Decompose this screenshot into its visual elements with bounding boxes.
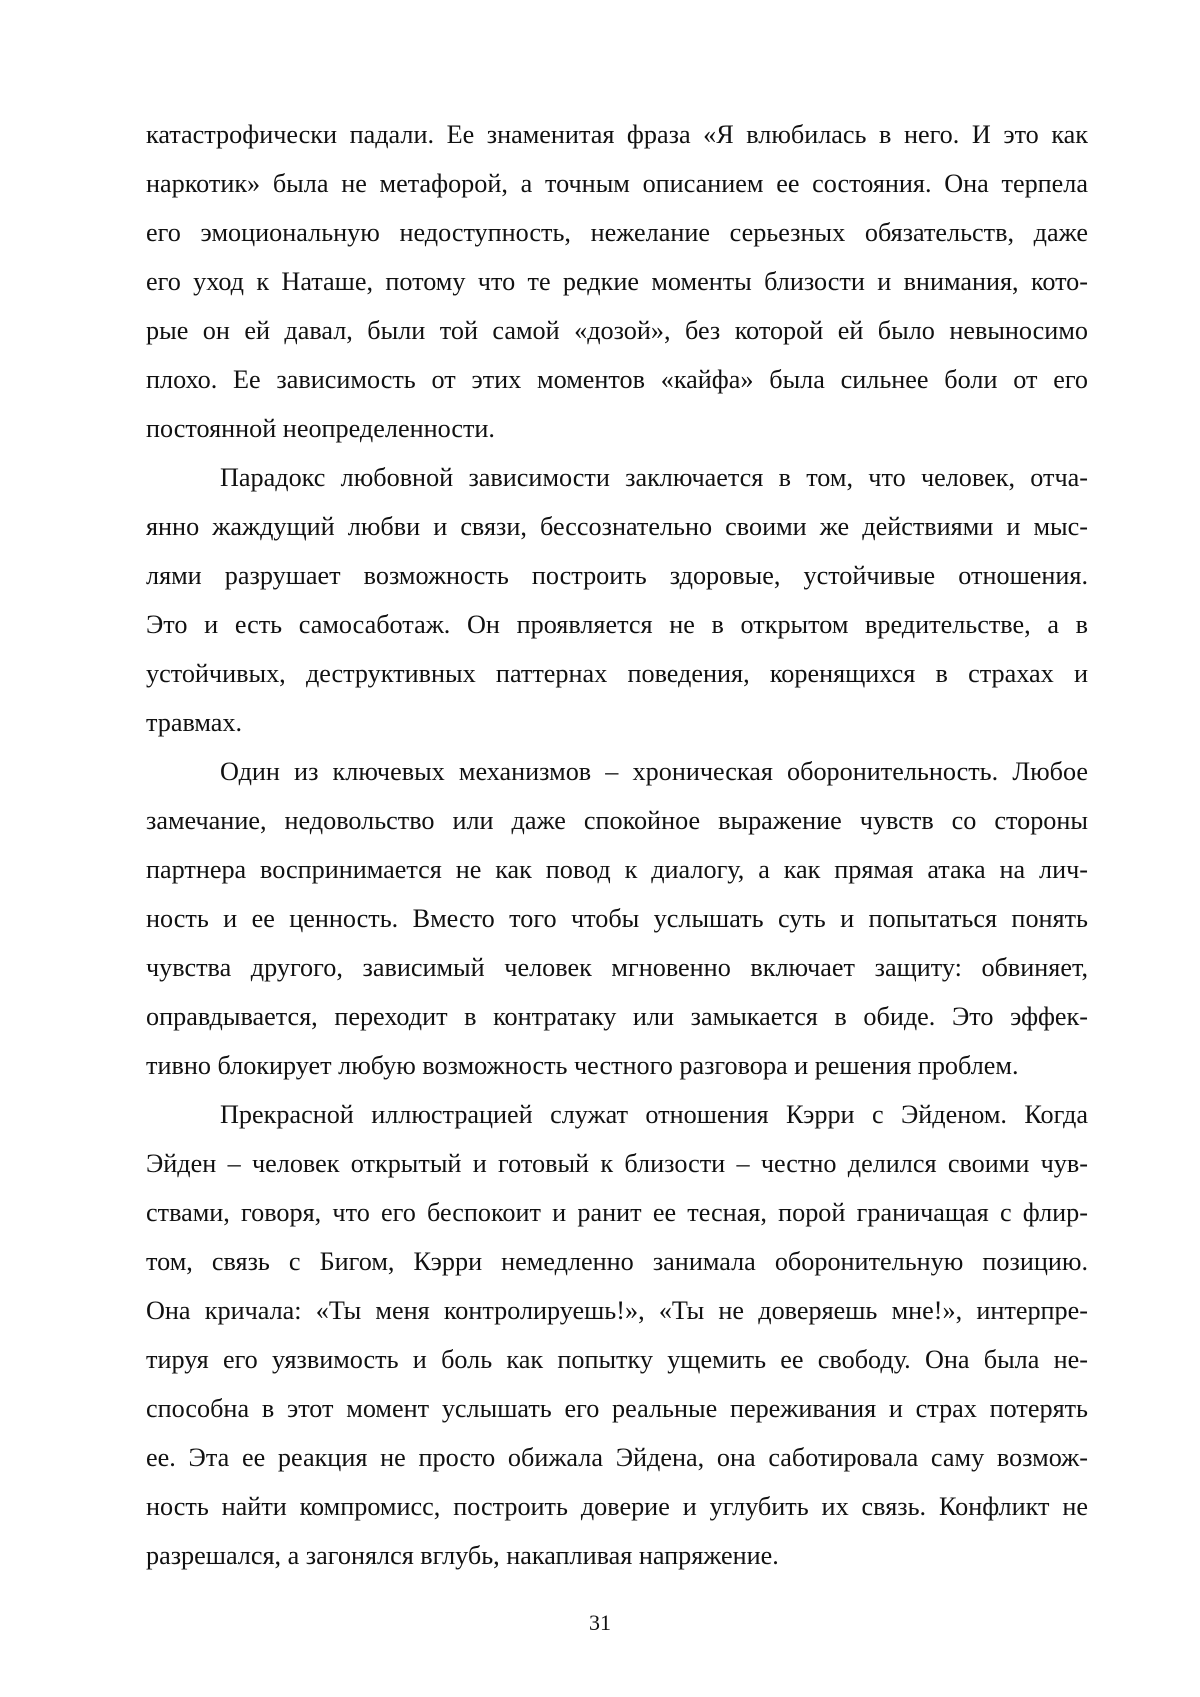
document-page — [0, 0, 1200, 1697]
paragraph — [146, 453, 1088, 747]
text-line: замечание, недовольство или даже спокойное выражение чувств со стороны — [146, 796, 1088, 845]
text-line: его эмоциональную недоступность, нежелание серьезных обязательств, даже — [146, 208, 1088, 257]
text-line: тируя его уязвимость и боль как попытку ущемить ее свободу. Она была не- — [146, 1335, 1088, 1384]
text-line: Это и есть самосаботаж. Он проявляется не в открытом вредительстве, а в — [146, 600, 1088, 649]
text-line: травмах. — [146, 698, 1088, 747]
text-line: разрешался, а загонялся вглубь, накапливая напряжение. — [146, 1531, 1088, 1580]
text-line: устойчивых, деструктивных паттернах поведения, коренящихся в страхах и — [146, 649, 1088, 698]
paragraph — [146, 1090, 1088, 1580]
text-line: оправдывается, переходит в контратаку или замыкается в обиде. Это эффек- — [146, 992, 1088, 1041]
text-line: тивно блокирует любую возможность честного разговора и решения проблем. — [146, 1041, 1088, 1090]
text-line: ность найти компромисс, построить доверие и углубить их связь. Конфликт не — [146, 1482, 1088, 1531]
text-line: ее. Эта ее реакция не просто обижала Эйдена, она саботировала саму возмож- — [146, 1433, 1088, 1482]
text-line: плохо. Ее зависимость от этих моментов «кайфа» была сильнее боли от его — [146, 355, 1088, 404]
text-line: ность и ее ценность. Вместо того чтобы услышать суть и попытаться понять — [146, 894, 1088, 943]
text-line: Эйден – человек открытый и готовый к близости – честно делился своими чув- — [146, 1139, 1088, 1188]
text-line: способна в этот момент услышать его реальные переживания и страх потерять — [146, 1384, 1088, 1433]
text-line: ствами, говоря, что его беспокоит и ранит ее тесная, порой граничащая с флир- — [146, 1188, 1088, 1237]
paragraph — [146, 110, 1088, 453]
text-line: постоянной неопределенности. — [146, 404, 1088, 453]
text-line: Один из ключевых механизмов – хроническая оборонительность. Любое — [146, 747, 1088, 796]
text-line: его уход к Наташе, потому что те редкие моменты близости и внимания, кото- — [146, 257, 1088, 306]
paragraph — [146, 747, 1088, 1090]
text-line: партнера воспринимается не как повод к диалогу, а как прямая атака на лич- — [146, 845, 1088, 894]
page-number: 31 — [0, 1610, 1200, 1636]
text-line: Парадокс любовной зависимости заключается в том, что человек, отча- — [146, 453, 1088, 502]
text-line: рые он ей давал, были той самой «дозой», без которой ей было невыносимо — [146, 306, 1088, 355]
body-text — [146, 110, 1088, 1580]
text-line: катастрофически падали. Ее знаменитая фраза «Я влюбилась в него. И это как — [146, 110, 1088, 159]
text-line: Прекрасной иллюстрацией служат отношения Кэрри с Эйденом. Когда — [146, 1090, 1088, 1139]
text-line: том, связь с Бигом, Кэрри немедленно занимала оборонительную позицию. — [146, 1237, 1088, 1286]
text-line: чувства другого, зависимый человек мгновенно включает защиту: обвиняет, — [146, 943, 1088, 992]
text-line: наркотик» была не метафорой, а точным описанием ее состояния. Она терпела — [146, 159, 1088, 208]
text-line: янно жаждущий любви и связи, бессознательно своими же действиями и мыс- — [146, 502, 1088, 551]
text-line: лями разрушает возможность построить здоровые, устойчивые отношения. — [146, 551, 1088, 600]
text-line: Она кричала: «Ты меня контролируешь!», «Ты не доверяешь мне!», интерпре- — [146, 1286, 1088, 1335]
